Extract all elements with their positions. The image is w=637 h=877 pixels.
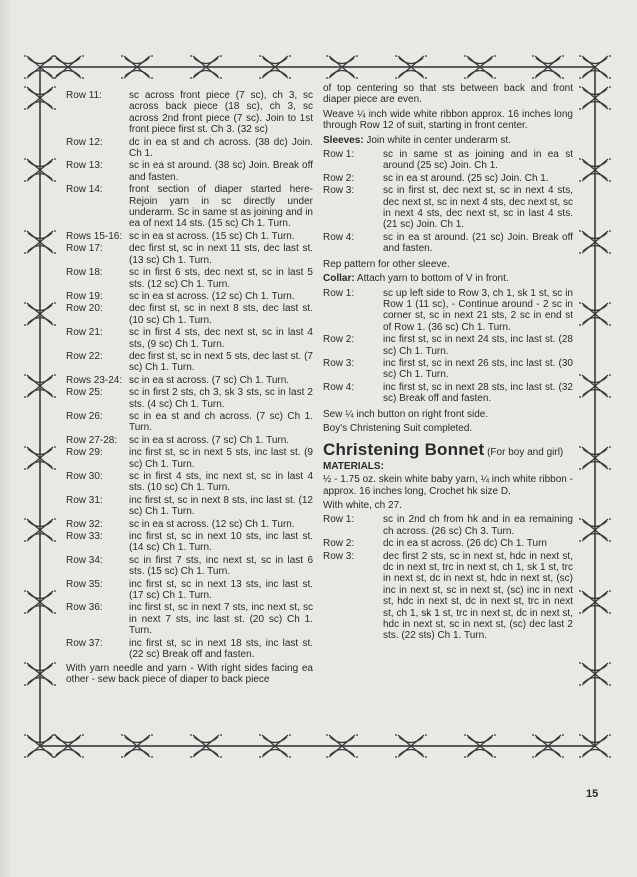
row-label: Row 36: <box>66 602 103 614</box>
row-label: Row 1: <box>323 149 355 161</box>
row-label: Row 29: <box>66 447 103 459</box>
collar-row <box>323 288 573 334</box>
pattern-row <box>66 531 313 554</box>
row-instruction: dc in ea st across. (26 dc) Ch 1. Turn <box>383 538 547 550</box>
row-label: Row 22: <box>66 350 103 362</box>
pattern-row <box>66 160 313 183</box>
pattern-row <box>66 184 313 230</box>
sleeves-text: Join white in center underarm st. <box>363 134 511 146</box>
pattern-row <box>66 90 313 136</box>
row-instruction: dc in ea st and ch across. (38 dc) Join. Ch 1. <box>129 136 313 160</box>
completed-text: Boy's Christening Suit completed. <box>323 422 473 434</box>
row-label: Row 12: <box>66 136 103 148</box>
row-instruction: dec first st, sc in next 5 sts, dec last st. (7 sc) Ch 1. Turn. <box>129 350 313 374</box>
row-label: Row 19: <box>66 290 103 302</box>
row-label: Row 32: <box>66 518 103 530</box>
sleeve-row <box>323 149 573 172</box>
pattern-row <box>66 638 313 661</box>
bonnet-rows <box>323 514 573 641</box>
row-instruction: sc in ea st across. (7 sc) Ch 1. Turn. <box>129 374 290 386</box>
collar-text: Attach yarn to bottom of V in front. <box>354 273 509 285</box>
row-instruction: inc first st, sc in next 24 sts, inc last st. (28 sc) Ch 1. Turn. <box>383 334 573 357</box>
row-instruction: inc first st, sc in next 5 sts, inc last st. (9 sc) Ch 1. Turn. <box>129 447 313 470</box>
row-label: Row 11: <box>66 90 102 101</box>
collar-row <box>323 382 573 405</box>
row-label: Row 35: <box>66 578 103 590</box>
pattern-row <box>66 435 313 446</box>
row-instruction: sc in first 7 sts, inc next st, sc in last 6 sts. (15 sc) Ch 1. Turn. <box>129 554 313 578</box>
bonnet-row <box>323 514 573 537</box>
row-instruction: dec first 2 sts, sc in next st, hdc in next st, dc in next st, trc in next st, ch 1, sk 1 st, trc in next st, dc in next st, hdc in next st, (sc) inc in next st, sc in next st, (sc) inc in next st, hdc in next st, dc in next st, trc in next st, ch 1, sk 1 st, trc in next st, dc in next st, hdc in next st, sc in next st, (sc) dec last 2 sts. (22 sts) Ch 1. Turn. <box>383 550 573 642</box>
pattern-row <box>66 231 313 242</box>
row-instruction: sc in first 4 sts, inc next st, sc in last 4 sts. (10 sc) Ch 1. Turn. <box>129 471 313 494</box>
row-instruction: inc first st, sc in next 8 sts, inc last st. (12 sc) Ch 1. Turn. <box>129 494 313 518</box>
with-white-text: With white, ch 27. <box>323 500 402 511</box>
row-instruction: inc first st, sc in next 28 sts, inc last st. (32 sc) Break off and fasten. <box>383 381 573 405</box>
row-instruction: sc across front piece (7 sc), ch 3, sc across back piece (18 sc), ch 3, sc across 2nd front piece (7 sc). Join to 1st front piece first st. Ch 3. (32 sc) <box>129 90 313 136</box>
pattern-row <box>66 291 313 302</box>
pattern-row <box>66 387 313 410</box>
page-number: 15 <box>586 788 599 800</box>
pattern-row <box>66 519 313 530</box>
pattern-row <box>66 375 313 386</box>
row-instruction: sc in first 6 sts, dec next st, sc in last 5 sts. (12 sc) Ch 1. Turn. <box>129 267 313 290</box>
row-instruction: sc in same st as joining and in ea st around (25 sc) Join. Ch 1. <box>383 149 573 172</box>
row-instruction: sc in ea st and ch across. (7 sc) Ch 1. Turn. <box>129 410 313 434</box>
pattern-row <box>66 579 313 602</box>
collar-row <box>323 358 573 381</box>
row-instruction: sc in first st, dec next st, sc in next 4 sts, dec next st, sc in next 4 sts, dec next st, sc in next 4 sts, dec next st, sc in last 4 sts. (21 sc) Join. Ch 1. <box>383 185 573 231</box>
row-label: Row 27-28: <box>66 434 118 446</box>
row-instruction: sc in ea st across. (12 sc) Ch 1. Turn. <box>129 290 295 302</box>
row-label: Row 31: <box>66 494 103 506</box>
pattern-row <box>66 243 313 266</box>
row-label: Row 13: <box>66 160 103 172</box>
row-label: Row 1: <box>323 287 355 299</box>
pattern-row <box>66 303 313 326</box>
pattern-row <box>66 495 313 518</box>
pattern-row <box>66 327 313 350</box>
row-instruction: sc in ea st around. (21 sc) Join. Break off and fasten. <box>383 231 573 255</box>
collar-row <box>323 334 573 357</box>
materials-text: ½ - 1.75 oz. skein white baby yarn, ¼ inch white ribbon - approx. 16 inches long, Crochet hk size D. <box>323 474 573 497</box>
row-instruction: front section of diaper started here- Rejoin yarn in sc directly under underarm. Sc in same st as joining and in ea of next 14 sts. (15 sc) Ch 1. Turn. <box>129 184 313 230</box>
pattern-row <box>66 267 313 290</box>
collar-label: Collar: <box>323 273 355 285</box>
sleeve-row <box>323 185 573 231</box>
materials-heading: MATERIALS: <box>323 460 384 472</box>
bonnet-row <box>323 551 573 642</box>
pattern-row <box>66 602 313 636</box>
row-label: Row 2: <box>323 172 355 184</box>
row-label: Row 33: <box>66 531 103 543</box>
row-instruction: sc in 2nd ch from hk and in ea remaining ch across. (26 sc) Ch 3. Turn. <box>383 514 573 537</box>
row-label: Row 26: <box>66 410 103 422</box>
sleeve-rows <box>323 149 573 255</box>
intro-text-1: of top centering so that sts between back and front diaper piece are even. <box>323 83 573 106</box>
pattern-row <box>66 411 313 434</box>
row-label: Row 1: <box>323 514 355 526</box>
sewing-instruction: With yarn needle and yarn - With right sides facing ea other - sew back piece of diaper to back piece <box>66 662 313 685</box>
repeat-text: Rep pattern for other sleeve. <box>323 258 450 270</box>
row-label: Row 34: <box>66 554 103 566</box>
sleeve-row <box>323 173 573 184</box>
row-label: Row 17: <box>66 243 103 255</box>
row-label: Row 20: <box>66 303 103 315</box>
bonnet-title: Christening Bonnet <box>323 440 485 460</box>
row-label: Row 4: <box>323 381 355 393</box>
right-column <box>323 83 573 646</box>
row-instruction: inc first st, sc in next 10 sts, inc last st. (14 sc) Ch 1. Turn. <box>129 531 313 554</box>
intro-text-2: Weave ¼ inch wide white ribbon approx. 16 inches long through Row 12 of suit, starting in front center. <box>323 108 573 132</box>
row-instruction: inc first st, sc in next 13 sts, inc last st. (17 sc) Ch 1. Turn. <box>129 578 313 602</box>
collar-heading <box>323 273 573 284</box>
row-instruction: inc first st, sc in next 7 sts, inc next st, sc in next 7 sts, inc last st. (20 sc) Ch 1. Turn. <box>129 602 313 637</box>
row-instruction: sc in ea st across. (15 sc) Ch 1. Turn. <box>129 230 295 242</box>
row-instruction: sc in first 2 sts, ch 3, sk 3 sts, sc in last 2 sts. (4 sc) Ch 1. Turn. <box>129 387 313 410</box>
bonnet-subtitle: (For boy and girl) <box>484 447 564 459</box>
row-label: Row 2: <box>323 334 355 346</box>
sleeves-heading <box>323 135 573 146</box>
row-instruction: sc in ea st around. (38 sc) Join. Break off and fasten. <box>129 160 313 183</box>
row-instruction: sc in first 4 sts, dec next st, sc in last 4 sts, (9 sc) Ch 1. Turn. <box>129 327 313 350</box>
row-label: Rows 15-16: <box>66 230 123 242</box>
row-label: Row 3: <box>323 357 355 369</box>
left-column <box>66 90 313 688</box>
row-instruction: sc in ea st across. (12 sc) Ch 1. Turn. <box>129 518 295 530</box>
row-label: Row 37: <box>66 637 103 649</box>
row-label: Row 2: <box>323 538 355 550</box>
row-label: Row 4: <box>323 231 355 243</box>
bonnet-heading <box>323 440 573 460</box>
pattern-row <box>66 137 313 160</box>
row-label: Row 21: <box>66 327 103 339</box>
row-instruction: sc up left side to Row 3, ch 1, sk 1 st, sc in Row 1 (11 sc), - Continue around - 2 sc in corner st, sc in next 21 sts, 2 sc in end st of Row 1. (36 sc) Ch 1. Turn. <box>383 287 573 333</box>
pattern-row <box>66 471 313 494</box>
button-text: Sew ¼ inch button on right front side. <box>323 408 489 420</box>
pattern-row <box>66 447 313 470</box>
row-instruction: inc first st, sc in next 26 sts, inc last st. (30 sc) Ch 1. Turn. <box>383 357 573 381</box>
pattern-row <box>66 555 313 578</box>
row-instruction: sc in ea st across. (7 sc) Ch 1. Turn. <box>129 434 290 446</box>
row-label: Row 18: <box>66 267 103 279</box>
sleeve-row <box>323 232 573 255</box>
bonnet-row <box>323 538 573 549</box>
row-instruction: dec first st, sc in next 11 sts, dec last st. (13 sc) Ch 1. Turn. <box>129 243 313 266</box>
pattern-row <box>66 351 313 374</box>
row-label: Row 30: <box>66 471 103 482</box>
collar-rows <box>323 288 573 405</box>
row-label: Row 14: <box>66 184 103 196</box>
row-label: Rows 23-24: <box>66 374 123 386</box>
row-instruction: sc in ea st around. (25 sc) Join. Ch 1. <box>383 172 549 184</box>
row-instruction: dec first st, sc in next 8 sts, dec last st. (10 sc) Ch 1. Turn. <box>129 303 313 326</box>
row-label: Row 3: <box>323 185 355 197</box>
row-label: Row 25: <box>66 387 103 399</box>
sleeves-label: Sleeves: <box>323 134 364 146</box>
row-instruction: inc first st, sc in next 18 sts, inc last st. (22 sc) Break off and fasten. <box>129 637 313 661</box>
row-label: Row 3: <box>323 550 355 562</box>
